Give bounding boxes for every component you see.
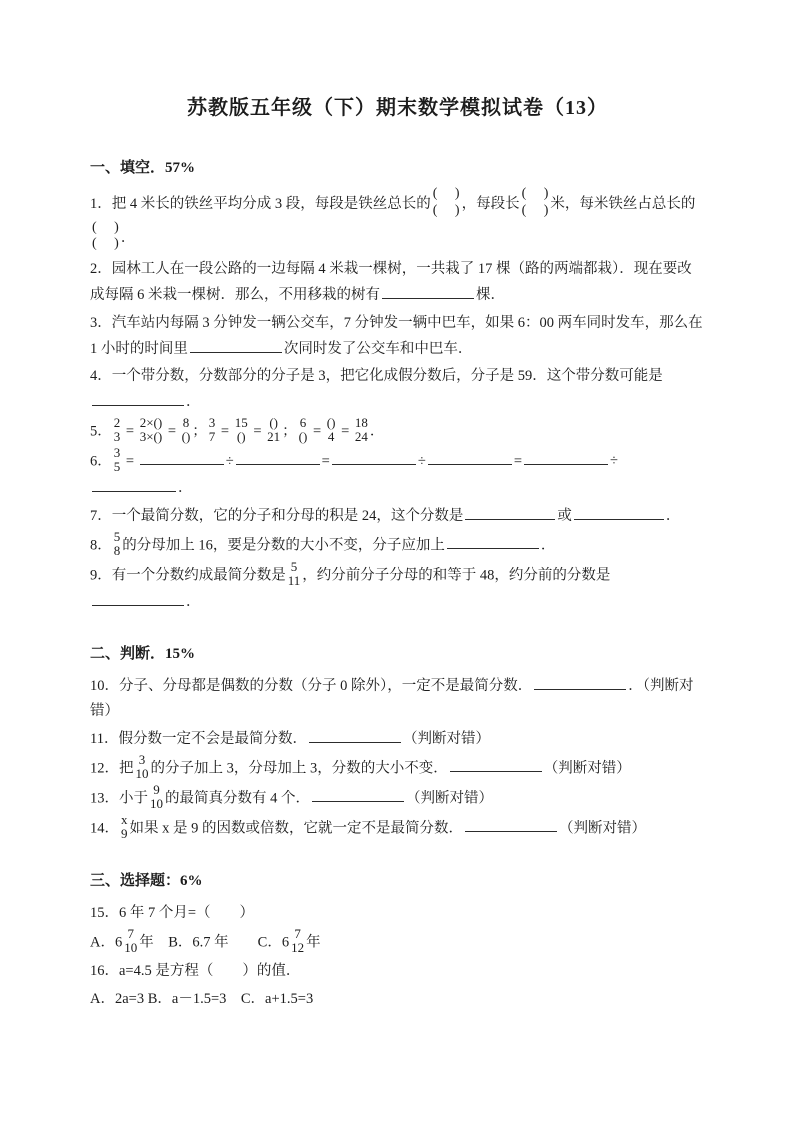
- question-q15: [90, 901, 705, 927]
- question-q4: [90, 364, 705, 416]
- text-run: （判断对错）: [543, 760, 631, 777]
- fraction-numerator: 3: [113, 445, 121, 461]
- fraction-numerator: ( ): [92, 219, 119, 235]
- fraction: [353, 416, 370, 444]
- fraction: [286, 560, 303, 588]
- fraction-denominator: 7: [208, 429, 216, 444]
- fraction-denominator: ( ): [521, 202, 549, 218]
- text-run: ；: [192, 423, 207, 440]
- fraction-denominator: 12: [291, 940, 305, 956]
- question-q16: [90, 959, 705, 985]
- question-q3: [90, 311, 705, 363]
- fraction-numerator: ( ): [521, 186, 549, 201]
- text-run: 棵．: [476, 286, 505, 303]
- fraction-denominator: 4: [327, 429, 335, 444]
- text-run: 如果 x 是 9 的因数或倍数，它就一定不是最简分数．: [129, 820, 463, 837]
- exam-section-choice: [90, 869, 705, 1012]
- fraction-denominator: ( ): [432, 202, 460, 218]
- text-run: =: [513, 453, 522, 470]
- fraction: [119, 813, 130, 841]
- question-q8: [90, 528, 705, 560]
- answer-blank: [92, 477, 176, 493]
- paren-fraction-blank: [90, 220, 121, 254]
- fraction: [148, 783, 165, 811]
- text-run: 11．假分数一定不会是最简分数．: [90, 731, 307, 748]
- fraction-numerator: 8: [182, 414, 190, 430]
- fraction: [265, 416, 282, 444]
- text-run: =: [164, 423, 180, 440]
- text-run: ÷: [417, 453, 426, 470]
- fraction-numerator: 15: [234, 414, 248, 430]
- text-run: 8．: [90, 537, 112, 554]
- fraction-numerator: 3: [138, 752, 146, 767]
- fraction-numerator: (): [326, 414, 336, 430]
- answer-blank: [534, 674, 626, 690]
- answer-blank: [309, 728, 401, 744]
- text-run: ．: [120, 229, 136, 246]
- text-run: =: [309, 423, 325, 440]
- text-run: 的分母加上 16，要是分数的大小不变，分子应加上: [122, 537, 445, 554]
- text-run: 3．汽车站内每隔 3 分钟发一辆公交车，7 分钟发一辆中巴车，如果 6：00 两车同时发车，那么在 1 小时的时间里: [90, 314, 707, 357]
- text-run: ．: [186, 593, 201, 610]
- fraction-denominator: 9: [121, 826, 128, 842]
- text-run: =: [321, 453, 330, 470]
- text-run: 的分子加上 3，分母加上 3，分数的大小不变．: [150, 760, 448, 777]
- paren-fraction-blank: [520, 186, 551, 220]
- section-heading-judge: 二、判断．15%: [90, 645, 196, 662]
- text-run: ．（判断对错）: [90, 677, 694, 720]
- fraction: [112, 530, 123, 558]
- answer-blank: [140, 450, 224, 466]
- fraction-numerator: 2×(): [139, 414, 163, 430]
- text-run: （判断对错）: [406, 790, 493, 807]
- text-run: =: [217, 423, 233, 440]
- answer-blank: [92, 590, 184, 606]
- answer-blank: [236, 450, 320, 466]
- fraction: [180, 416, 193, 444]
- question-q5: [90, 414, 705, 446]
- answer-blank: [465, 817, 557, 833]
- text-run: 14．: [90, 820, 119, 837]
- text-run: =: [122, 453, 138, 470]
- fraction-numerator: 2: [113, 414, 121, 430]
- text-run: 6．: [90, 453, 112, 470]
- text-run: 9．有一个分数约成最简分数是: [90, 567, 286, 584]
- answer-blank: [465, 504, 555, 520]
- question-q7: [90, 504, 705, 530]
- fraction: [289, 927, 306, 955]
- text-run: 次同时发了公交车和中巴车．: [283, 340, 473, 357]
- fraction-denominator: 3: [113, 429, 121, 444]
- answer-blank: [312, 787, 404, 803]
- page-title: 苏教版五年级（下）期末数学模拟试卷（13）: [187, 97, 608, 119]
- text-run: （判断对错）: [559, 820, 646, 837]
- text-run: =: [337, 423, 353, 440]
- fraction-denominator: 21: [267, 429, 281, 444]
- fraction-denominator: (): [181, 429, 191, 444]
- fraction-numerator: 5: [113, 528, 121, 544]
- text-run: 年: [306, 934, 321, 951]
- fraction-numerator: 7: [127, 925, 134, 941]
- question-q6: [90, 445, 705, 502]
- fraction-denominator: (): [298, 429, 308, 444]
- text-run: ；: [282, 423, 297, 440]
- exam-body: [90, 156, 705, 1013]
- fraction: [325, 416, 338, 444]
- fraction-denominator: 10: [124, 940, 138, 956]
- question-q14: [90, 812, 705, 843]
- text-run: ，每段长: [461, 196, 520, 213]
- text-run: 16．a=4.5 是方程（ ）的值．: [90, 963, 301, 980]
- answer-blank: [524, 450, 608, 466]
- fraction-denominator: 3×(): [139, 429, 163, 444]
- text-run: ．: [178, 480, 193, 497]
- question-q1: [90, 188, 705, 255]
- question-q9: [90, 558, 705, 616]
- question-q15-options: [90, 925, 705, 957]
- fraction-numerator: 3: [208, 414, 216, 430]
- fraction-denominator: 10: [150, 796, 163, 812]
- section-heading-choice: 三、选择题：6%: [90, 873, 203, 890]
- text-run: 米，每米铁丝占总长的: [550, 196, 696, 213]
- text-run: A．2a=3 B．a－1.5=3 C．a+1.5=3: [90, 990, 314, 1007]
- fraction-denominator: 8: [113, 542, 121, 558]
- fraction: [122, 927, 139, 955]
- answer-blank: [382, 283, 474, 299]
- paren-fraction-blank: [431, 186, 462, 220]
- question-q11: [90, 727, 705, 753]
- fraction: [233, 416, 250, 444]
- text-run: ．: [369, 423, 385, 440]
- fraction-denominator: (): [236, 429, 246, 444]
- exam-section-fill-in: [90, 156, 705, 616]
- answer-blank: [428, 450, 512, 466]
- fraction-denominator: 24: [354, 429, 368, 444]
- answer-blank: [447, 534, 539, 550]
- fraction-denominator: 5: [113, 459, 121, 475]
- fraction-numerator: 18: [354, 414, 368, 430]
- text-run: 2．园林工人在一段公路的一边每隔 4 米栽一棵树，一共栽了 17 棵（路的两端都栽）．现在要改成每隔 6 米栽一棵树．那么，不用移栽的树有: [90, 261, 692, 303]
- fraction: [112, 446, 123, 474]
- text-run: 12．把: [90, 760, 134, 777]
- text-run: ÷: [610, 453, 618, 470]
- fraction-numerator: ( ): [432, 186, 460, 201]
- text-run: =: [122, 423, 138, 440]
- exam-section-judge: [90, 642, 705, 844]
- answer-blank: [190, 337, 282, 353]
- fraction: [134, 753, 151, 781]
- question-q10: [90, 674, 705, 726]
- text-run: 4．一个带分数，分数部分的分子是 3，把它化成假分数后，分子是 59．这个带分数可能是: [90, 368, 663, 385]
- text-run: ÷: [225, 453, 234, 470]
- text-run: 5．: [90, 423, 112, 440]
- text-run: ，约分前分子分母的和等于 48，约分前的分数是: [302, 567, 611, 584]
- fraction-denominator: ( ): [92, 236, 119, 252]
- text-run: ．: [540, 537, 556, 554]
- text-run: 15．6 年 7 个月=（ ）: [90, 905, 255, 922]
- question-q2: [90, 257, 705, 309]
- question-q12: [90, 752, 705, 783]
- answer-blank: [574, 504, 664, 520]
- answer-blank: [450, 757, 542, 773]
- text-run: 10．分子、分母都是偶数的分数（分子 0 除外），一定不是最简分数．: [90, 677, 533, 694]
- fraction: [297, 416, 310, 444]
- answer-blank: [92, 391, 184, 407]
- answer-blank: [332, 450, 416, 466]
- text-run: 1．把 4 米长的铁丝平均分成 3 段，每段是铁丝总长的: [90, 196, 431, 213]
- fraction-denominator: 10: [135, 766, 149, 782]
- fraction-numerator: 7: [294, 925, 301, 941]
- fraction-numerator: (): [269, 414, 278, 430]
- text-run: ．: [665, 507, 681, 524]
- text-run: =: [249, 423, 266, 440]
- fraction-denominator: 11: [287, 572, 301, 588]
- text-run: 7．一个最简分数，它的分子和分母的积是 24，这个分数是: [90, 507, 464, 524]
- fraction-numerator: 9: [153, 782, 160, 798]
- fraction: [207, 416, 218, 444]
- fraction-numerator: 5: [290, 558, 298, 574]
- fraction: [138, 416, 165, 444]
- text-run: 或: [557, 507, 572, 524]
- fraction-numerator: 6: [299, 414, 307, 430]
- text-run: 的最简真分数有 4 个．: [165, 790, 310, 807]
- section-heading-fill-in: 一、填空．57%: [90, 160, 196, 176]
- text-run: A．6: [90, 934, 123, 951]
- question-q13: [90, 782, 705, 813]
- fraction-numerator: x: [121, 812, 128, 828]
- fraction: [112, 416, 123, 444]
- text-run: ．: [186, 394, 201, 411]
- text-run: 年 B．6.7 年 C．6: [139, 934, 290, 951]
- question-q16-options: [90, 987, 705, 1013]
- text-run: （判断对错）: [402, 731, 490, 748]
- text-run: 13．小于: [90, 790, 148, 807]
